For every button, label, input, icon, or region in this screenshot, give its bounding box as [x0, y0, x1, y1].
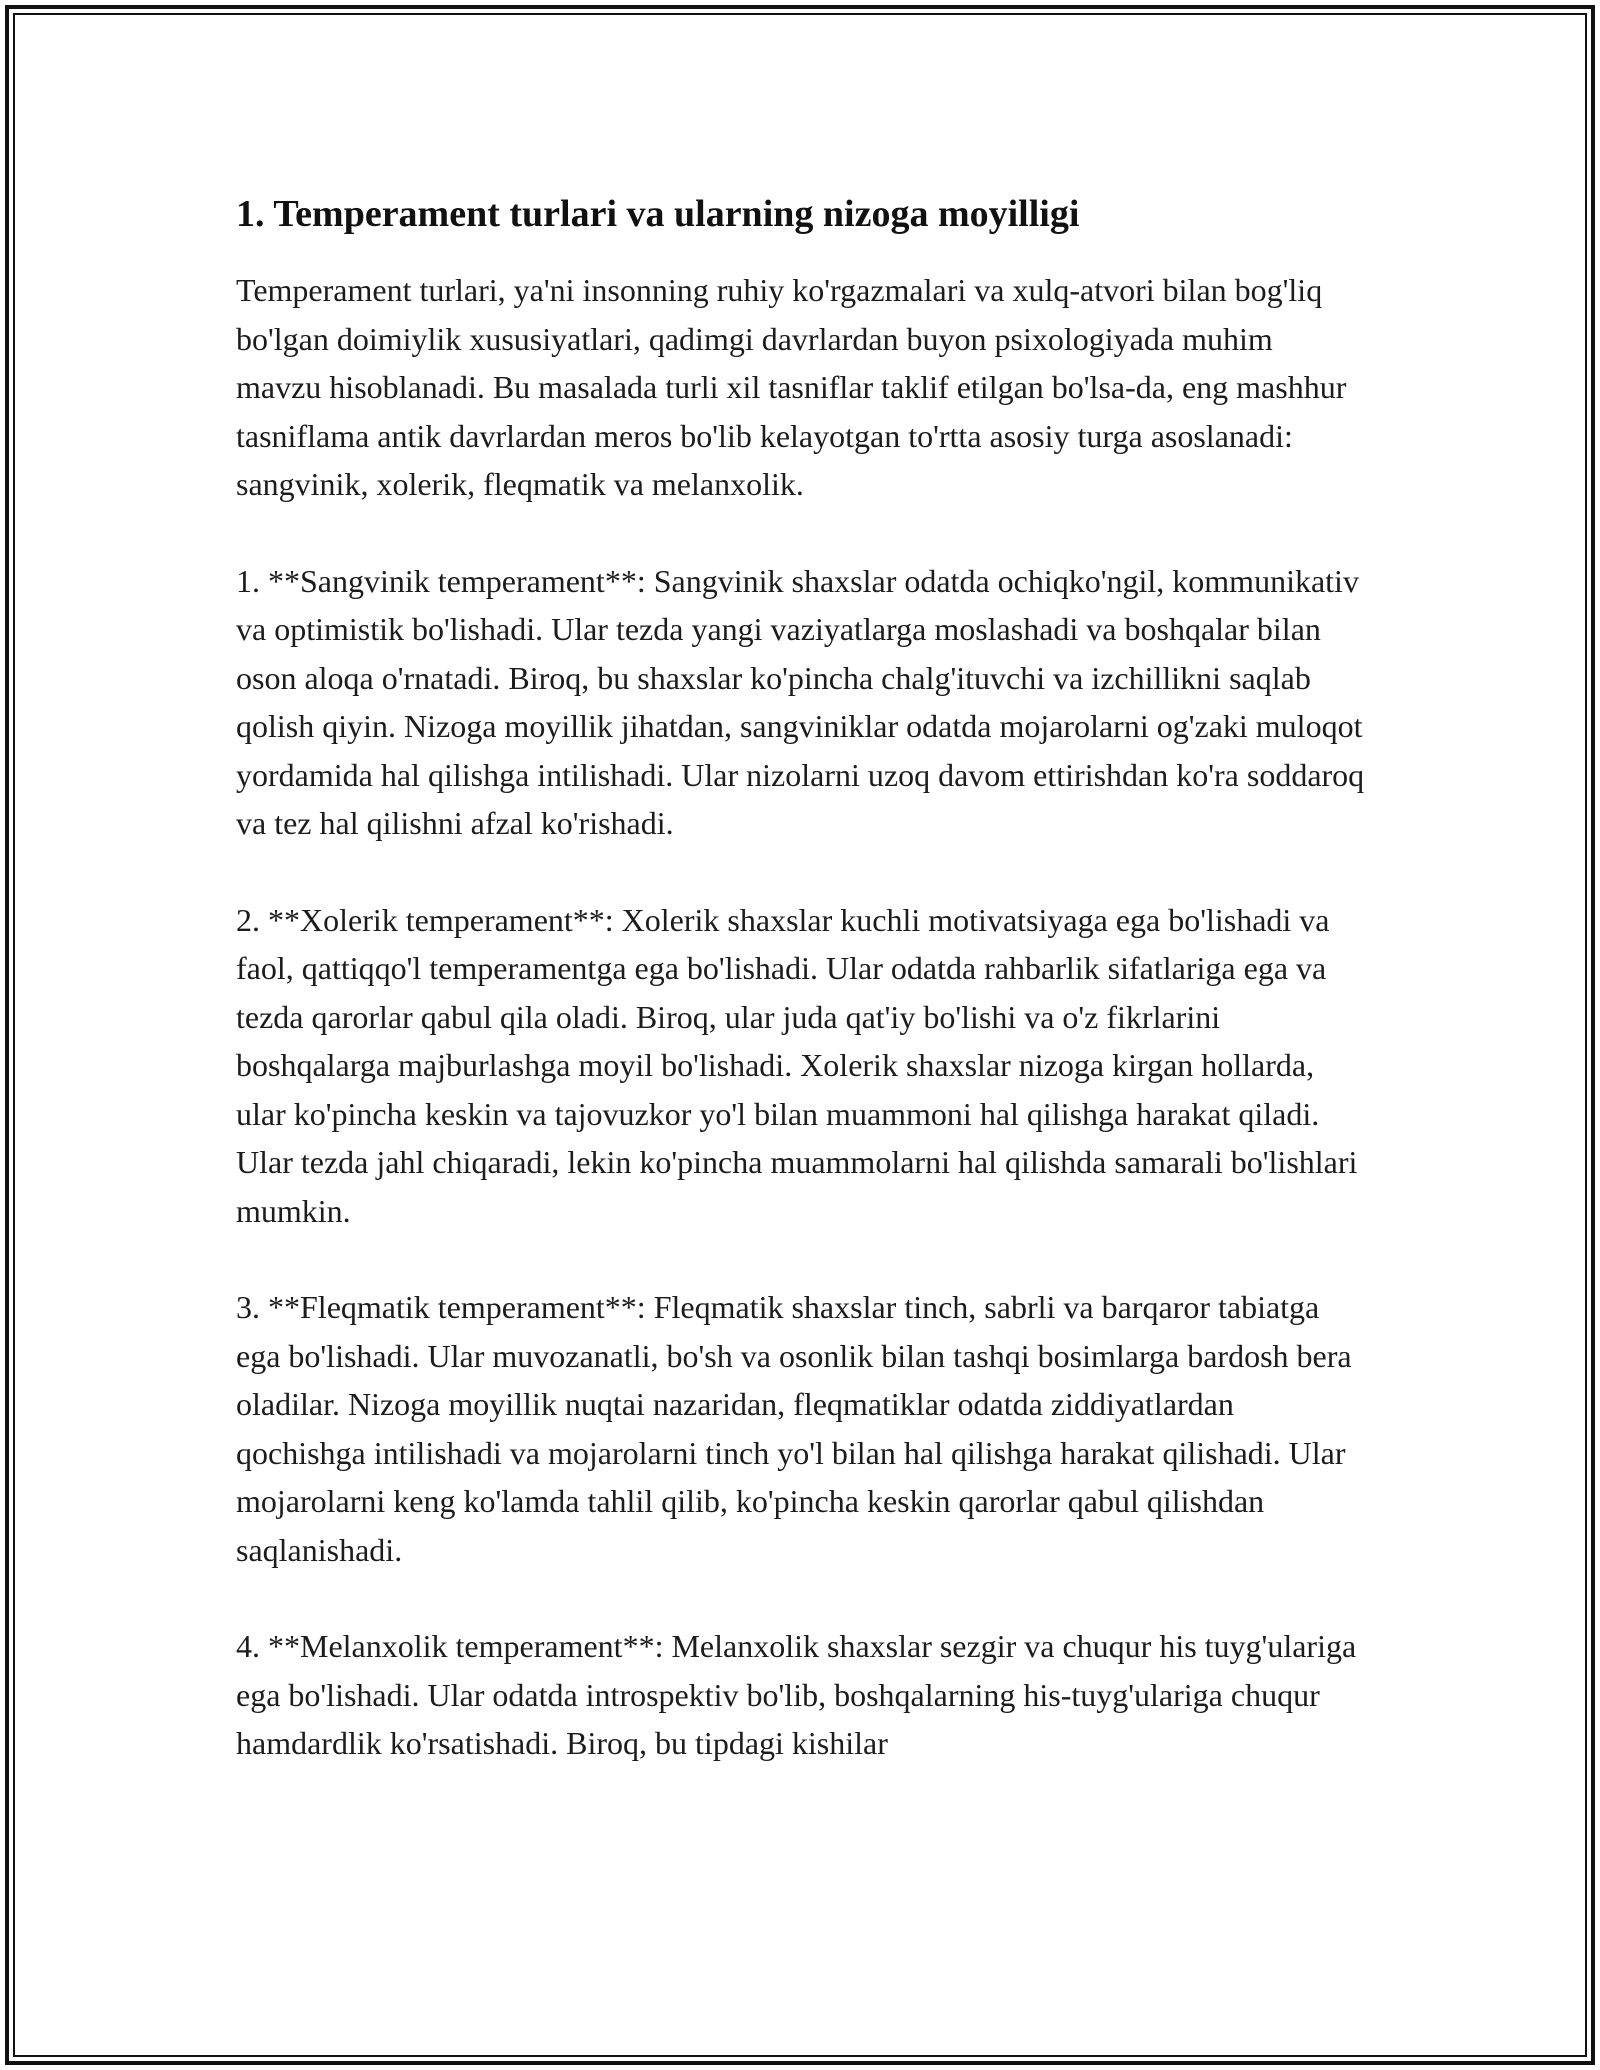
fleqmatik-paragraph: 3. **Fleqmatik temperament**: Fleqmatik shaxslar tinch, sabrli va barqaror tabiatga ega bo'lishadi. Ular muvozanatli, bo'sh va osonlik bilan tashqi bosimlarga bardosh bera oladilar. Nizoga moyillik nuqtai nazaridan, fleqmatiklar odatda ziddiyatlardan qochishga intilishadi va mojarolarni tinch yo'l bilan hal qilishga harakat qilishadi. Ular mojarolarni keng ko'lamda tahlil qilib, ko'pincha keskin qarorlar qabul qilishdan saqlanishadi.: [236, 1289, 1352, 1568]
intro-paragraph: Temperament turlari, ya'ni insonning ruhiy ko'rgazmalari va xulq-atvori bilan bog'liq bo'lgan doimiylik xususiyatlari, qadimgi davrlardan buyon psixologiyada muhim mavzu hisoblanadi. Bu masalada turli xil tasniflar taklif etilgan bo'lsa-da, eng mashhur tasniflama antik davrlardan meros bo'lib kelayotgan to'rtta asosiy turga asoslanadi: sangvinik, xolerik, fleqmatik va melanxolik.: [236, 272, 1347, 502]
document-body: [236, 188, 1366, 1816]
melanxolik-paragraph: 4. **Melanxolik temperament**: Melanxolik shaxslar sezgir va chuqur his tuyg'ulariga ega bo'lishadi. Ular odatda introspektiv bo'lib, boshqalarning his-tuyg'ulariga chuqur hamdardlik ko'rsatishadi. Biroq, bu tipdagi kishilar: [236, 1628, 1357, 1761]
document-heading: 1. Temperament turlari va ularning nizoga moyilligi: [236, 193, 1080, 235]
sangvinik-paragraph: 1. **Sangvinik temperament**: Sangvinik shaxslar odatda ochiqko'ngil, kommunikativ va optimistik bo'lishadi. Ular tezda yangi vaziyatlarga moslashadi va boshqalar bilan oson aloqa o'rnatadi. Biroq, bu shaxslar ko'pincha chalg'ituvchi va izchillikni saqlab qolish qiyin. Nizoga moyillik jihatdan, sangviniklar odatda mojarolarni og'zaki muloqot yordamida hal qilishga intilishadi. Ular nizolarni uzoq davom ettirishdan ko'ra soddaroq va tez hal qilishni afzal ko'rishadi.: [236, 562, 1365, 841]
xolerik-paragraph: 2. **Xolerik temperament**: Xolerik shaxslar kuchli motivatsiyaga ega bo'lishadi va faol, qattiqqo'l temperamentga ega bo'lishadi. Ular odatda rahbarlik sifatlariga ega va tezda qarorlar qabul qila oladi. Biroq, ular juda qat'iy bo'lishi va o'z fikrlarini boshqalarga majburlashga moyil bo'lishadi. Xolerik shaxslar nizoga kirgan hollarda, ular ko'pincha keskin va tajovuzkor yo'l bilan muammoni hal qilishga harakat qiladi. Ular tezda jahl chiqaradi, lekin ko'pincha muammolarni hal qilishda samarali bo'lishlari mumkin.: [236, 901, 1358, 1229]
